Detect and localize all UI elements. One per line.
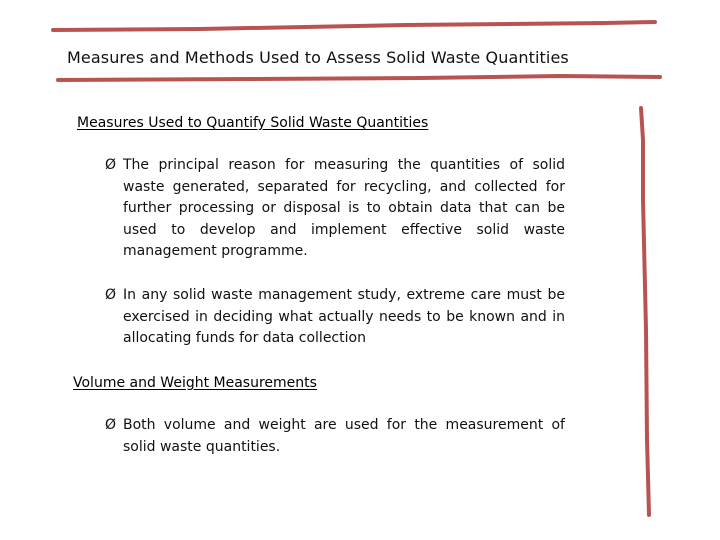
slide-title: Measures and Methods Used to Assess Solid Waste Quantities (67, 48, 569, 67)
section-heading-measures: Measures Used to Quantify Solid Waste Quantities (77, 115, 429, 131)
bullet-text: The principal reason for measuring the quantities of solid waste generated, separated for recycling, and collected for further processing or disposal is to obtain data that can be used to develop and implement effective solid waste management programme. (123, 157, 565, 259)
bullet-text: In any solid waste management study, extreme care must be exercised in deciding what actually needs to be known and in allocating funds for data collection (123, 287, 565, 346)
arrow-bullet-icon: Ø (105, 417, 117, 433)
title-underline (58, 76, 660, 80)
bullet-principal-reason (105, 155, 565, 263)
bullet-text: Both volume and weight are used for the measurement of solid waste quantities. (123, 417, 565, 455)
bullet-volume-weight (105, 415, 565, 458)
bullet-extreme-care (105, 285, 565, 350)
section-heading-volume-weight: Volume and Weight Measurements (73, 375, 317, 391)
arrow-bullet-icon: Ø (105, 157, 117, 173)
arrow-bullet-icon: Ø (105, 287, 117, 303)
right-border-line (641, 108, 649, 515)
top-border-line (53, 22, 655, 30)
